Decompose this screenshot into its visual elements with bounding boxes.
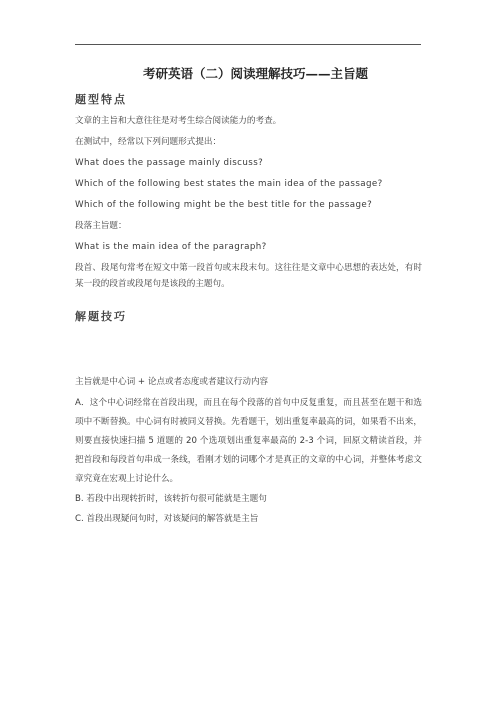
paragraph: 文章的主旨和大意往往是对考生综合阅读能力的考查。 [75,116,282,126]
question-example: What is the main idea of the paragraph? [75,242,267,252]
header-rule [75,44,421,45]
paragraph: 段落主旨题： [75,221,127,231]
paragraph: 在测试中，经常以下列问题形式提出： [75,137,222,147]
section-heading-solving-tips: 解题技巧 [75,310,127,323]
paragraph: A．这个中心词经常在首段出现，而且在每个段落的首句中反复重复，而且甚至在题干和选项中不断替换。中心词有时被同义替换。先看题干，划出重复率最高的词，如果看不出来，则要直接快速扫描 5 道题的 20 个选项划出重复率最高的 2-3 个词，回原文精读首段，并把首段和每段首句串成一条线，看刚才划的词哪个才是真正的文章的中心词，并整体考虑文章究竟在宏观上讨论什么。 [75,398,422,484]
paragraph: B. 若段中出现转折时，该转折句很可能就是主题句 [75,494,267,504]
paragraph: 主旨就是中心词 + 论点或者态度或者建议行动内容 [75,377,269,387]
question-example: What does the passage mainly discuss? [75,158,264,168]
document-title: 考研英语（二）阅读理解技巧——主旨题 [142,66,368,81]
question-example: Which of the following best states the main idea of the passage? [75,179,383,189]
section-heading-question-type: 题型特点 [75,93,127,106]
paragraph: 段首、段尾句常考在短文中第一段首句或末段末句。这往往是文章中心思想的表达处，有时某一段的段首或段尾句是该段的主题句。 [75,263,422,289]
document-body [75,64,422,527]
question-example: Which of the following might be the best title for the passage? [75,200,373,210]
paragraph: C. 首段出现疑问句时，对该疑问的解答就是主旨 [75,514,259,524]
